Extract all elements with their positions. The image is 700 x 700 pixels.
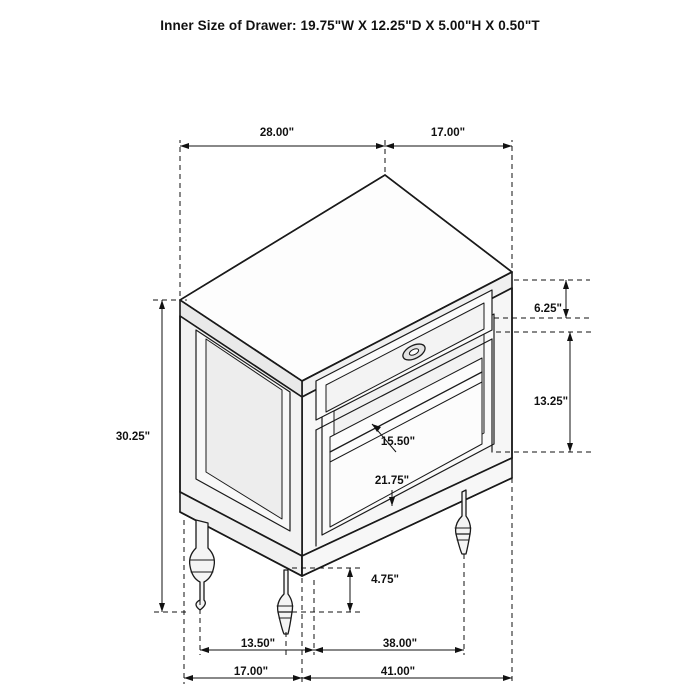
dimension-label-leg-height: 4.75"	[371, 574, 399, 586]
dimension-label-leg-inset: 13.50"	[240, 638, 276, 650]
dimension-label-top-left-width: 28.00"	[259, 127, 295, 139]
dimension-label-inner-width: 15.50"	[380, 436, 416, 448]
dimension-label-overall-height: 30.25"	[115, 431, 151, 443]
dimension-label-lower-opening-height: 13.25"	[533, 396, 569, 408]
dimension-label-base-depth: 17.00"	[233, 666, 269, 678]
leg-center-front	[276, 566, 293, 634]
dimension-label-drawer-top-height: 6.25"	[534, 303, 562, 315]
dimension-label-front-width: 21.75"	[374, 475, 410, 487]
page-title: Inner Size of Drawer: 19.75"W X 12.25"D X 5.00"H X 0.50"T	[160, 18, 540, 33]
dimension-label-leg-span: 38.00"	[382, 638, 418, 650]
dimension-label-base-width: 41.00"	[380, 666, 416, 678]
leg-front-left	[190, 520, 215, 610]
dimension-label-top-right-depth: 17.00"	[430, 127, 466, 139]
